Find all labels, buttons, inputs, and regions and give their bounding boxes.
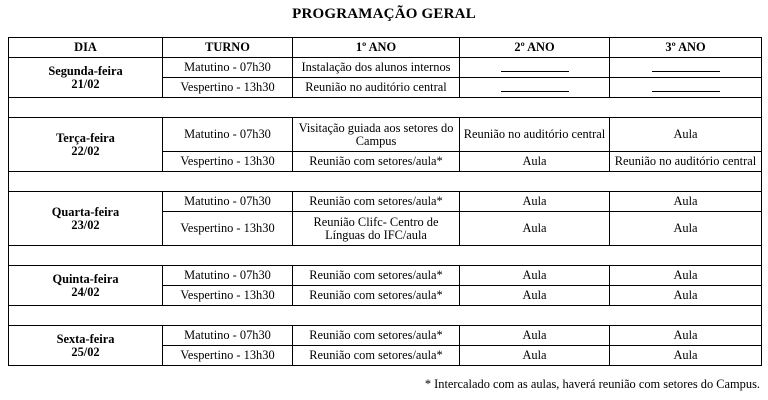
turno-cell: Vespertino - 13h30 bbox=[163, 286, 293, 306]
ano1-cell: Reunião com setores/aula* bbox=[293, 192, 460, 212]
spacer-row bbox=[9, 246, 762, 266]
day-name: Terça-feira bbox=[56, 130, 115, 145]
day-name: Quinta-feira bbox=[52, 271, 119, 286]
day-cell bbox=[9, 58, 163, 98]
ano2-cell: Aula bbox=[460, 286, 610, 306]
ano2-cell: Aula bbox=[460, 152, 610, 172]
ano3-cell: Aula bbox=[610, 286, 762, 306]
ano2-cell: Aula bbox=[460, 326, 610, 346]
turno-cell: Matutino - 07h30 bbox=[163, 118, 293, 152]
ano1-cell: Reunião com setores/aula* bbox=[293, 152, 460, 172]
spacer-row bbox=[9, 98, 762, 118]
day-cell bbox=[9, 326, 163, 366]
turno-cell: Matutino - 07h30 bbox=[163, 58, 293, 78]
header-turno: TURNO bbox=[163, 38, 293, 58]
footnote: * Intercalado com as aulas, haverá reunião com setores do Campus. bbox=[424, 377, 760, 391]
ano3-cell: Aula bbox=[610, 192, 762, 212]
turno-cell: Matutino - 07h30 bbox=[163, 266, 293, 286]
ano1-cell: Instalação dos alunos internos bbox=[293, 58, 460, 78]
table-row bbox=[9, 192, 762, 212]
ano1-cell: Reunião com setores/aula* bbox=[293, 266, 460, 286]
day-date: 25/02 bbox=[71, 344, 100, 359]
spacer-row bbox=[9, 172, 762, 192]
ano2-cell: Aula bbox=[460, 212, 610, 246]
day-cell bbox=[9, 266, 163, 306]
ano1-cell: Reunião Clifc- Centro de Línguas do IFC/aula bbox=[293, 212, 460, 246]
ano2-cell: Aula bbox=[460, 192, 610, 212]
blank-line bbox=[501, 80, 569, 92]
turno-cell: Vespertino - 13h30 bbox=[163, 212, 293, 246]
table-row bbox=[9, 118, 762, 152]
header-2-ano: 2º ANO bbox=[460, 38, 610, 58]
header-dia: DIA bbox=[9, 38, 163, 58]
turno-cell: Vespertino - 13h30 bbox=[163, 78, 293, 98]
blank-line bbox=[652, 80, 720, 92]
day-date: 22/02 bbox=[71, 143, 100, 158]
day-date: 21/02 bbox=[71, 76, 100, 91]
ano3-cell bbox=[610, 78, 762, 98]
page-title: PROGRAMAÇÃO GERAL bbox=[292, 6, 476, 22]
ano1-cell: Reunião com setores/aula* bbox=[293, 286, 460, 306]
ano1-cell: Visitação guiada aos setores do Campus bbox=[293, 118, 460, 152]
header-row bbox=[9, 38, 762, 58]
schedule-table bbox=[8, 37, 762, 366]
turno-cell: Matutino - 07h30 bbox=[163, 326, 293, 346]
ano3-cell: Aula bbox=[610, 346, 762, 366]
ano1-cell: Reunião no auditório central bbox=[293, 78, 460, 98]
ano1-cell: Reunião com setores/aula* bbox=[293, 346, 460, 366]
ano3-cell: Aula bbox=[610, 118, 762, 152]
blank-line bbox=[501, 60, 569, 72]
ano3-cell bbox=[610, 58, 762, 78]
table-row bbox=[9, 266, 762, 286]
ano3-cell: Aula bbox=[610, 212, 762, 246]
header-1-ano: 1º ANO bbox=[293, 38, 460, 58]
day-cell bbox=[9, 118, 163, 172]
ano3-cell: Aula bbox=[610, 266, 762, 286]
ano2-cell bbox=[460, 78, 610, 98]
ano3-cell: Reunião no auditório central bbox=[610, 152, 762, 172]
day-date: 24/02 bbox=[71, 284, 100, 299]
day-name: Quarta-feira bbox=[51, 204, 120, 219]
ano2-cell: Aula bbox=[460, 346, 610, 366]
ano3-cell: Aula bbox=[610, 326, 762, 346]
day-name: Segunda-feira bbox=[48, 63, 123, 78]
blank-line bbox=[652, 60, 720, 72]
day-date: 23/02 bbox=[71, 217, 100, 232]
ano2-cell bbox=[460, 58, 610, 78]
ano2-cell: Reunião no auditório central bbox=[460, 118, 610, 152]
header-3-ano: 3º ANO bbox=[610, 38, 762, 58]
turno-cell: Vespertino - 13h30 bbox=[163, 346, 293, 366]
ano1-cell: Reunião com setores/aula* bbox=[293, 326, 460, 346]
ano2-cell: Aula bbox=[460, 266, 610, 286]
turno-cell: Vespertino - 13h30 bbox=[163, 152, 293, 172]
spacer-row bbox=[9, 306, 762, 326]
day-name: Sexta-feira bbox=[56, 331, 115, 346]
table-row bbox=[9, 58, 762, 78]
day-cell bbox=[9, 192, 163, 246]
turno-cell: Matutino - 07h30 bbox=[163, 192, 293, 212]
table-row bbox=[9, 326, 762, 346]
